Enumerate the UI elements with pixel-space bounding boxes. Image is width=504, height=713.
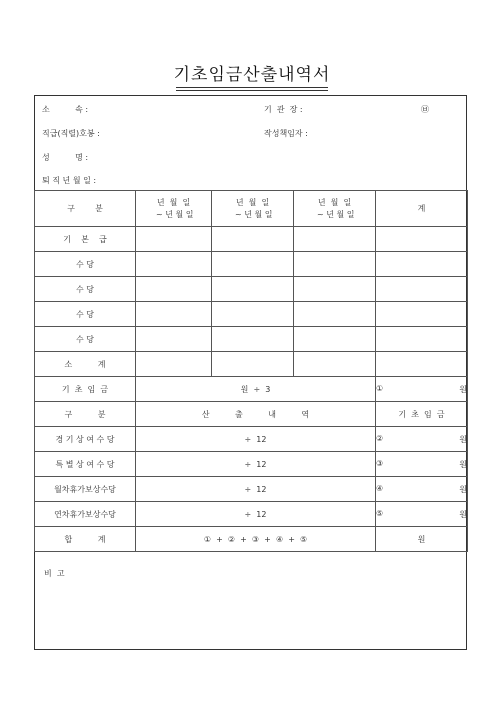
title-underline bbox=[176, 87, 328, 88]
table-cell bbox=[136, 302, 212, 327]
rank-field: 직급(직렬)호봉 : bbox=[42, 129, 100, 138]
allowance-label: 수 당 bbox=[35, 252, 136, 277]
table-cell bbox=[294, 302, 376, 327]
total-header: 계 bbox=[376, 191, 468, 227]
calc-division-header: 구 분 bbox=[35, 402, 136, 427]
sum-formula: ① + ② + ③ + ④ + ⑤ bbox=[136, 527, 376, 552]
table-row bbox=[35, 502, 468, 527]
affiliation-field: 소 속 : bbox=[42, 105, 89, 114]
calc-result bbox=[376, 427, 468, 452]
calc-formula: ÷ 12 bbox=[136, 502, 376, 527]
sum-label: 합 계 bbox=[35, 527, 136, 552]
calc-unit: 원 bbox=[459, 509, 467, 519]
result-mark: ① bbox=[376, 383, 384, 393]
table-row bbox=[35, 302, 468, 327]
document-title: 기초임금산출내역서 bbox=[173, 65, 331, 85]
table-cell bbox=[294, 252, 376, 277]
allowance-label: 수 당 bbox=[35, 327, 136, 352]
preparer-field: 작성책임자 : bbox=[264, 129, 308, 138]
calc-unit: 원 bbox=[459, 459, 467, 469]
base-wage-row bbox=[35, 377, 468, 402]
base-wage-label: 기 초 임 금 bbox=[35, 377, 136, 402]
table-row bbox=[35, 352, 468, 377]
table-cell bbox=[212, 352, 294, 377]
calc-label: 경 기 상 여 수 당 bbox=[35, 427, 136, 452]
remarks-label: 비 고 bbox=[44, 569, 65, 578]
table-cell bbox=[212, 302, 294, 327]
calc-result bbox=[376, 452, 468, 477]
table-cell bbox=[212, 252, 294, 277]
table-row bbox=[35, 452, 468, 477]
table-cell bbox=[376, 227, 468, 252]
table-row bbox=[35, 227, 468, 252]
calc-formula: ÷ 12 bbox=[136, 477, 376, 502]
agency-head-field: 기 관 장 : bbox=[264, 105, 303, 114]
period2-header: 년 월 일 ~ 년 월 일 bbox=[212, 191, 294, 227]
title-underline-2 bbox=[176, 90, 328, 91]
calc-mark: ③ bbox=[376, 458, 384, 468]
table-row bbox=[35, 277, 468, 302]
calc-mark: ② bbox=[376, 433, 384, 443]
table-cell bbox=[294, 352, 376, 377]
table-cell bbox=[212, 277, 294, 302]
base-wage-result bbox=[376, 377, 468, 402]
calc-label: 연차휴가보상수당 bbox=[35, 502, 136, 527]
allowance-label: 수 당 bbox=[35, 277, 136, 302]
table-row bbox=[35, 327, 468, 352]
table-row bbox=[35, 477, 468, 502]
calc-result bbox=[376, 502, 468, 527]
calc-mark: ④ bbox=[376, 483, 384, 493]
period1-header: 년 월 일 ~ 년 월 일 bbox=[136, 191, 212, 227]
calc-formula: ÷ 12 bbox=[136, 452, 376, 477]
table-cell bbox=[294, 327, 376, 352]
table-row bbox=[35, 252, 468, 277]
subtotal-label: 소 계 bbox=[35, 352, 136, 377]
name-field: 성 명 : bbox=[42, 153, 89, 162]
table-cell bbox=[294, 227, 376, 252]
table-cell bbox=[376, 277, 468, 302]
calc-mark: ⑤ bbox=[376, 508, 384, 518]
table-cell bbox=[212, 327, 294, 352]
period3-header: 년 월 일 ~ 년 월 일 bbox=[294, 191, 376, 227]
wage-table bbox=[34, 190, 468, 552]
table-cell bbox=[136, 327, 212, 352]
seal-mark: ㉥ bbox=[421, 105, 429, 114]
table-cell bbox=[376, 327, 468, 352]
calc-label: 특 별 상 여 수 당 bbox=[35, 452, 136, 477]
calc-unit: 원 bbox=[459, 434, 467, 444]
base-wage-formula: 원 ÷ 3 bbox=[136, 377, 376, 402]
calc-unit: 원 bbox=[459, 484, 467, 494]
sum-unit: 원 bbox=[376, 527, 468, 552]
result-unit: 원 bbox=[459, 384, 467, 394]
sum-row bbox=[35, 527, 468, 552]
table-cell bbox=[376, 302, 468, 327]
calc-details-header: 산 출 내 역 bbox=[136, 402, 376, 427]
division-header: 구 분 bbox=[35, 191, 136, 227]
calc-label: 월차휴가보상수당 bbox=[35, 477, 136, 502]
table-cell bbox=[212, 227, 294, 252]
table-cell bbox=[136, 252, 212, 277]
table-row bbox=[35, 427, 468, 452]
table-cell bbox=[136, 227, 212, 252]
base-pay-label: 기 본 급 bbox=[35, 227, 136, 252]
calc-base-wage-header: 기 초 임 금 bbox=[376, 402, 468, 427]
table-cell bbox=[376, 352, 468, 377]
calc-header-row bbox=[35, 402, 468, 427]
table-cell bbox=[294, 277, 376, 302]
retirement-date-field: 퇴 직 년 월 일 : bbox=[42, 176, 97, 185]
table-cell bbox=[136, 352, 212, 377]
calc-formula: ÷ 12 bbox=[136, 427, 376, 452]
table-cell bbox=[376, 252, 468, 277]
table-header-row bbox=[35, 191, 468, 227]
table-cell bbox=[136, 277, 212, 302]
allowance-label: 수 당 bbox=[35, 302, 136, 327]
calc-result bbox=[376, 477, 468, 502]
